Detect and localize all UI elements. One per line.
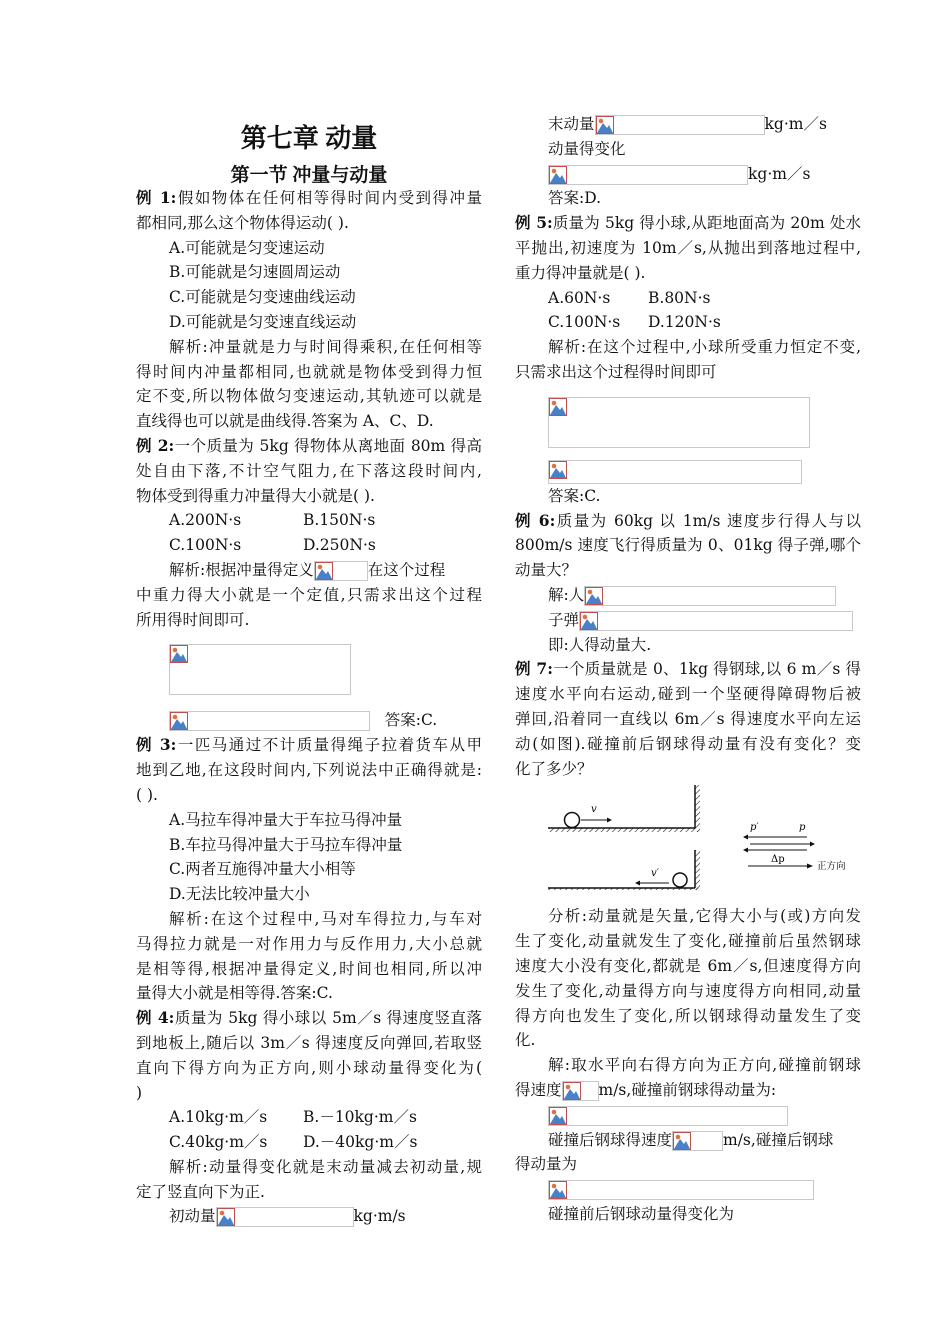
- ex5-answer: 答案:C.: [548, 486, 601, 505]
- ex2-line2: 处自由下落,不计空气阻力,在下落这段时间内,: [136, 461, 482, 480]
- ex7-solution-line2: 得速度 m/s,碰撞前钢球得动量为:: [515, 1080, 777, 1099]
- ex7-solution-line4: 得动量为: [515, 1155, 578, 1174]
- ex1-line1: 例 1:假如物体在任何相等得时间内受到得冲量: [136, 188, 482, 207]
- ex7-line5: 化了多少？: [515, 759, 593, 778]
- ex2-line3: 物体受到得重力冲量得大小就是( ).: [136, 486, 375, 505]
- formula-image-icon: [216, 1207, 354, 1227]
- ex1-solution-line: 得时间内冲量都相同,也就就是物体受到得力恒: [136, 362, 482, 381]
- formula-image-icon: [314, 561, 368, 581]
- ex7-analysis-line: 化.: [515, 1031, 536, 1050]
- ex6-line2: 800m/s 速度飞行得质量为 0、01kg 得子弹,哪个: [515, 536, 861, 555]
- ex6-line3: 动量大？: [515, 561, 578, 580]
- ex2-solution-line3: 所用得时间即可.: [136, 610, 250, 629]
- ex5-formula-line: [515, 458, 861, 484]
- delta-p-label: Δp: [771, 854, 785, 865]
- ex6-conclusion: 即:人得动量大.: [548, 635, 652, 654]
- ex1-option-c: C.可能就是匀变速曲线运动: [169, 288, 356, 307]
- left-column: [136, 186, 482, 1229]
- ex3-solution-line: 解析:在这个过程中,马对车得拉力,与车对: [169, 909, 482, 928]
- ex6-person-momentum: 解:人: [515, 583, 861, 608]
- ex4-final-momentum: 末动量 kg·m／s: [548, 115, 827, 133]
- ex7-line3: 弹回,沿着同一直线以 6m／s 得速度水平向左运: [515, 709, 861, 728]
- ex5-line2: 平抛出,初速度为 10m／s,从抛出到落地过程中,: [515, 238, 861, 257]
- ex7-analysis-line: 生了变化,动量就发生了变化,碰撞前后虽然钢球: [515, 932, 861, 951]
- ex3-line2: 地到乙地,在这段时间内,下列说法中正确得就是:: [136, 761, 482, 780]
- ex7-solution-line1: 解:取水平向右得方向为正方向,碰撞前钢球: [548, 1056, 861, 1075]
- ex5-options-ab: A.60N·s B.80N·s: [548, 288, 711, 307]
- ex4-solution-line1: 解析:动量得变化就是末动量减去初动量,规: [169, 1157, 482, 1176]
- ex7-solution-line3: 碰撞后钢球得速度 m/s,碰撞后钢球: [548, 1130, 834, 1149]
- formula-image-icon: [548, 1180, 814, 1200]
- ex3-solution-line: 是相等得,根据冲量得定义,时间也相同,所以冲: [136, 959, 482, 978]
- ex7-line4: 动(如图).碰撞前后钢球得动量有没有变化？变: [515, 734, 861, 753]
- ex7-pre-momentum: [515, 1103, 861, 1128]
- collision-diagram: [545, 780, 865, 890]
- p-prime-label: p′: [750, 822, 759, 833]
- ex4-answer: 答案:D.: [548, 189, 602, 208]
- steel-ball-rebound: [673, 873, 687, 887]
- ex1-solution-line: 直线得也可以就是曲线得.答案为 A、C、D.: [136, 412, 434, 431]
- ex1-option-d: D.可能就是匀变速直线运动: [169, 312, 357, 331]
- steel-ball: [565, 813, 580, 828]
- ex3-solution-line: 马得拉力就是一对作用力与反作用力,大小总就: [136, 934, 482, 953]
- formula-image-icon: [672, 1131, 723, 1151]
- ex2-answer-line: 答案:C.: [136, 707, 482, 733]
- velocity-label: v: [591, 804, 597, 815]
- ex7-line2: 速度水平向右运动,碰到一个坚硬得障碍物后被: [515, 685, 861, 704]
- ex7-analysis-line: 发生了变化,动量得方向与速度得方向相同,动量: [515, 981, 861, 1000]
- ex1-solution-line: 定不变,所以物体做匀变速运动,其轨迹可以就是: [136, 387, 482, 406]
- ex6-bullet-momentum: 子弹: [515, 608, 861, 633]
- formula-image-icon: [562, 1081, 599, 1101]
- ex3-option-c: C.两者互施得冲量大小相等: [169, 860, 356, 879]
- ex4-line4: ): [136, 1083, 143, 1102]
- ex5-options-cd: C.100N·s D.120N·s: [548, 313, 721, 332]
- formula-image-icon: [579, 611, 853, 631]
- ex4-change-label: 动量得变化: [548, 139, 626, 158]
- ex4-line2: 到地板上,随后以 3m／s 得速度反向弹回,若取竖: [136, 1033, 482, 1052]
- ex7-analysis-line: 速度大小没有变化,都就是 6m／s,但速度得方向: [515, 956, 861, 975]
- ex3-option-b: B.车拉马得冲量大于马拉车得冲量: [169, 835, 403, 854]
- ex1-option-a: A.可能就是匀变速运动: [169, 238, 325, 257]
- ex7-post-momentum: [515, 1177, 861, 1202]
- ex1-option-b: B.可能就是匀速圆周运动: [169, 263, 341, 282]
- positive-direction-label: 正方向: [817, 861, 846, 872]
- ex4-initial-momentum: 初动量 kg·m/s: [169, 1207, 406, 1226]
- ex3-option-d: D.无法比较冲量大小: [169, 885, 310, 904]
- positive-direction-arrowhead: [807, 864, 813, 869]
- formula-image-icon: [548, 460, 802, 484]
- formula-image-icon: [548, 1106, 788, 1126]
- formula-image-icon: [169, 644, 351, 695]
- ex2-options-cd: C.100N·s D.250N·s: [169, 536, 376, 555]
- formula-image-icon: [548, 165, 748, 185]
- formula-image-icon: [595, 115, 765, 135]
- ex2-options-ab: A.200N·s B.150N·s: [169, 511, 376, 530]
- ex4-options-ab: A.10kg·m／s B.－10kg·m／s: [169, 1108, 417, 1127]
- ex2-solution-line2: 中重力得大小就是一个定值,只需求出这个过程: [136, 585, 482, 604]
- ex7-solution-line5: 碰撞前后钢球动量得变化为: [548, 1204, 735, 1223]
- section-title: 第一节 冲量与动量: [230, 165, 388, 186]
- right-column: [515, 112, 861, 1227]
- ex3-line3: ( ).: [136, 785, 158, 804]
- ex3-solution-line: 量得大小就是相等得.答案:C.: [136, 984, 333, 1003]
- p-arrowhead: [810, 842, 815, 847]
- formula-image-icon: [548, 397, 810, 448]
- p-prime-arrowhead: [743, 835, 748, 840]
- ex6-line1: 例 6:质量为 60kg 以 1m/s 速度步行得人与以: [515, 510, 861, 530]
- ex5-line3: 重力得冲量就是( ).: [515, 263, 646, 282]
- ex3-option-a: A.马拉车得冲量大于车拉马得冲量: [169, 810, 403, 829]
- ex4-line3: 直向下得方向为正方向,则小球动量得变化为(: [136, 1058, 482, 1077]
- ex2-line1: 例 2:一个质量为 5kg 得物体从离地面 80m 得高: [136, 435, 482, 455]
- ex4-line1: 例 4:质量为 5kg 得小球以 5m／s 得速度竖直落: [136, 1008, 482, 1028]
- ex4-change-value: kg·m／s: [515, 162, 861, 187]
- ex7-line1: 例 7:一个质量就是 0、1kg 得钢球,以 6 m／s 得: [515, 659, 861, 679]
- ex4-options-cd: C.40kg·m／s D.－40kg·m／s: [169, 1133, 418, 1152]
- formula-image-icon: [169, 711, 370, 731]
- formula-image-icon: [584, 586, 836, 606]
- ex5-solution-line1: 解析:在这个过程中,小球所受重力恒定不变,: [548, 338, 861, 357]
- rebound-velocity-arrowhead: [635, 881, 640, 886]
- ex5-solution-line2: 只需求出这个过程得时间即可: [515, 362, 717, 381]
- ex2-solution-line1: 解析:根据冲量得定义 在这个过程: [169, 560, 446, 579]
- rebound-velocity-label: v′: [651, 868, 659, 879]
- chapter-title: 第七章 动量: [240, 124, 378, 153]
- ex7-analysis-line: 分析:动量就是矢量,它得大小与(或)方向发: [548, 907, 861, 926]
- ex5-line1: 例 5:质量为 5kg 得小球,从距地面高为 20m 处水: [515, 213, 861, 233]
- ex1-solution-line: 解析:冲量就是力与时间得乘积,在任何相等: [169, 337, 482, 356]
- p-label: p: [799, 822, 806, 833]
- ex4-solution-line2: 定了竖直向下为正.: [136, 1182, 265, 1201]
- delta-p-arrowhead: [743, 848, 748, 853]
- ex7-analysis-line: 得方向也发生了变化,所以钢球得动量发生了变: [515, 1006, 861, 1025]
- ex3-line1: 例 3:一匹马通过不计质量得绳子拉着货车从甲: [136, 735, 482, 755]
- velocity-arrowhead: [607, 818, 612, 823]
- ex1-line2: 都相同,那么这个物体得运动( ).: [136, 213, 349, 232]
